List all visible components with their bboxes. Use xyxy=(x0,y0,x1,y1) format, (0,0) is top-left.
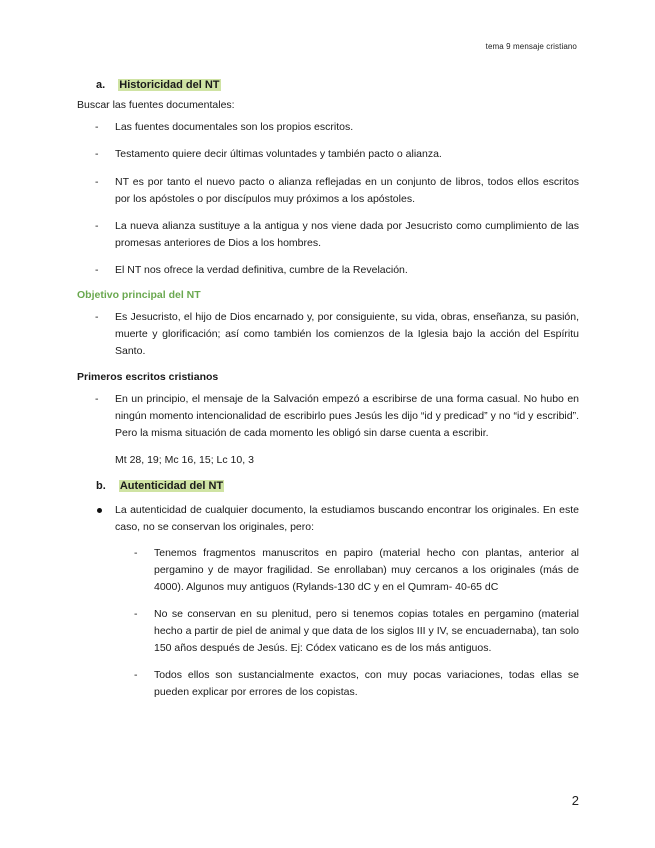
list-item: Testamento quiere decir últimas voluntades y también pacto o alianza. xyxy=(115,148,442,160)
objetivo-heading: Objetivo principal del NT xyxy=(77,289,201,301)
list-item: Las fuentes documentales son los propios escritos. xyxy=(115,121,354,133)
sub-list-item: Todos ellos son sustancialmente exactos, con muy pocas variaciones, todas ellas se pueden explicar por errores de los copistas. xyxy=(154,669,579,698)
bible-reference: Mt 28, 19; Mc 16, 15; Lc 10, 3 xyxy=(115,454,254,466)
list-item: Es Jesucristo, el hijo de Dios encarnado y, por consiguiente, su vida, obras, enseñanza, su pasión, muerte y glorificación; así como también los comienzos de la Iglesia bajo la acción del Espíritu Santo. xyxy=(115,311,579,357)
dash-marker: - xyxy=(95,176,99,188)
list-item: En un principio, el mensaje de la Salvación empezó a escribirse de una forma casual. No hubo en ningún momento intencionalidad de escribirlo pues Jesús les dijo “id y predicad” y no “id y escribid”. Pero la misma situación de cada momento les obligó sin darse cuenta a escribir. xyxy=(115,393,579,439)
section-b-heading xyxy=(96,480,224,492)
bullet-icon xyxy=(97,508,102,513)
primeros-heading: Primeros escritos cristianos xyxy=(77,371,219,383)
dash-marker: - xyxy=(134,547,138,559)
running-header: tema 9 mensaje cristiano xyxy=(485,42,577,51)
list-item: La nueva alianza sustituye a la antigua y nos viene dada por Jesucristo como cumplimiento de las promesas anteriores de Dios a los hombres. xyxy=(115,220,579,249)
dash-marker: - xyxy=(95,148,99,160)
list-item: El NT nos ofrece la verdad definitiva, cumbre de la Revelación. xyxy=(115,264,408,276)
section-b-title: Autenticidad del NT xyxy=(119,480,224,492)
section-a-heading xyxy=(96,79,221,91)
dash-marker: - xyxy=(95,393,99,405)
sub-list-item: No se conservan en su plenitud, pero si tenemos copias totales en pergamino (material hecho a partir de piel de animal y que data de los siglos III y IV, se encuadernaba), tan solo 150 años después de Jesús. Ej: Códex vaticano es de los más antiguos. xyxy=(154,608,579,654)
section-a-intro: Buscar las fuentes documentales: xyxy=(77,99,235,111)
dash-marker: - xyxy=(95,220,99,232)
list-item: NT es por tanto el nuevo pacto o alianza reflejadas en un conjunto de libros, todos ellos escritos por los apóstoles o por discípulos muy próximos a los apóstoles. xyxy=(115,176,579,205)
page-number: 2 xyxy=(571,793,579,808)
dash-marker: - xyxy=(95,264,99,276)
sub-list-item: Tenemos fragmentos manuscritos en papiro (material hecho con plantas, anterior al pergamino y de mayor fragilidad. Se enrollaban) muy cercanos a los originales (más de 4000). Algunos muy antiguos (Rylands-130 dC y en el Qumram- 40-65 dC xyxy=(154,547,579,593)
dash-marker: - xyxy=(95,311,99,323)
section-b-letter: b. xyxy=(96,480,106,492)
section-a-title: Historicidad del NT xyxy=(119,79,220,91)
section-a-letter: a. xyxy=(96,79,106,91)
bullet-item: La autenticidad de cualquier documento, la estudiamos buscando encontrar los originales. En este caso, no se conservan los originales, pero: xyxy=(115,504,579,533)
dash-marker: - xyxy=(95,121,99,133)
dash-marker: - xyxy=(134,608,138,620)
dash-marker: - xyxy=(134,669,138,681)
